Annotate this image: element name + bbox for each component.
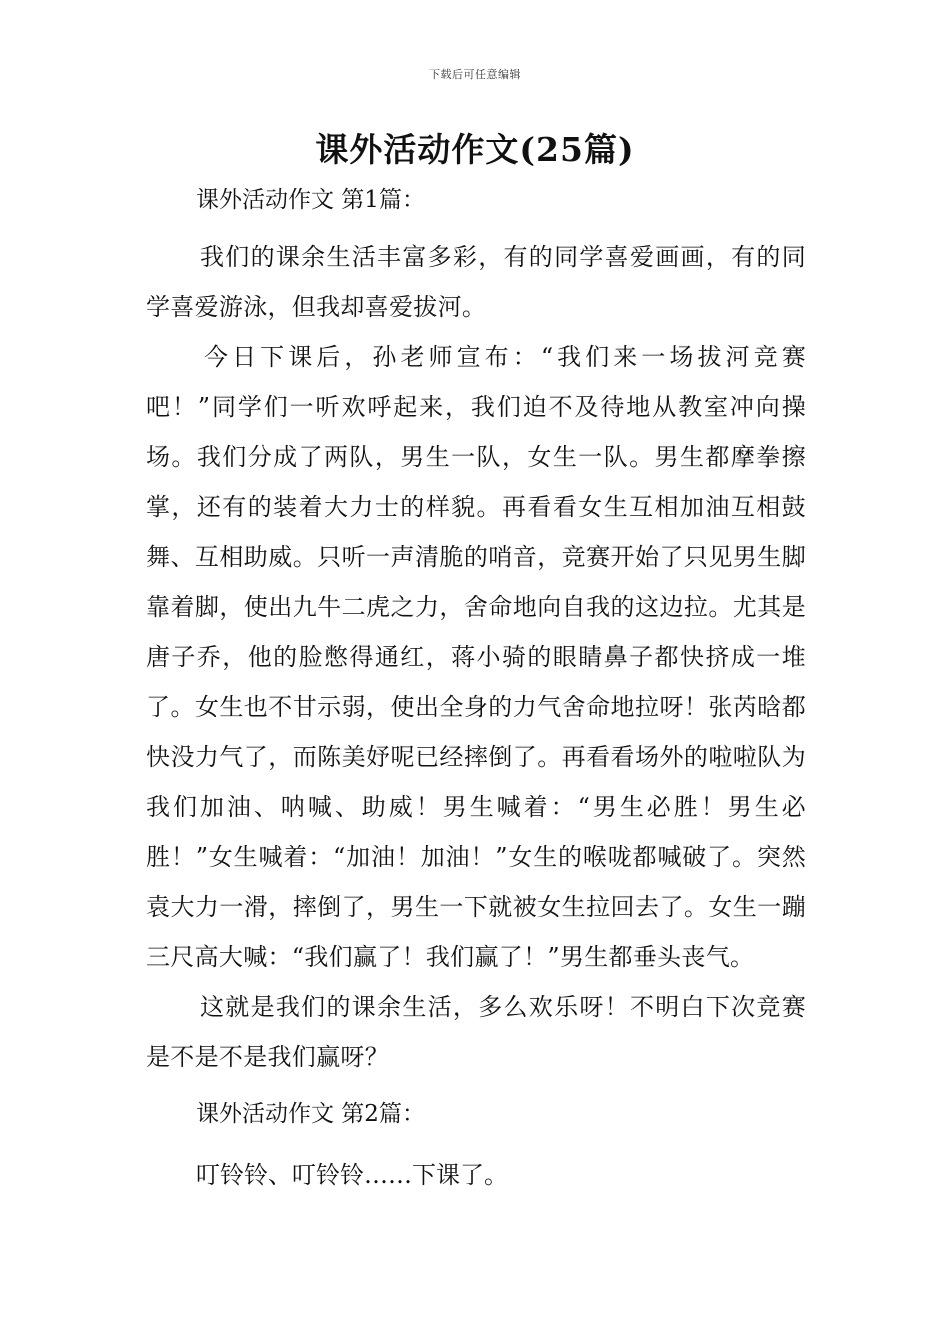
paragraph-line: 叮铃铃、叮铃铃……下课了。 (196, 1161, 508, 1189)
paragraph: 今日下课后，孙老师宣布：“我们来一场拔河竞赛吧！”同学们一听欢呼起来，我们迫不及待地从教室冲向操场。我们分成了两队，男生一队，女生一队。男生都摩拳擦掌，还有的装着大力士的样貌。再看看女生互相加油互相鼓舞、互相助威。只听一声清脆的哨音，竞赛开始了只见男生脚靠着脚，使出九牛二虎之力，舍命地向自我的这边拉。尤其是唐子乔，他的脸憋得通红，蒋小骑的眼睛鼻子都快挤成一堆了。女生也不甘示弱，使出全身的力气舍命地拉呀！张芮晗都快没力气了，而陈美妤呢已经摔倒了。再看看场外的啦啦队为我们加油、呐喊、助威！男生喊着：“男生必胜！男生必胜！”女生喊着：“加油！加油！”女生的喉咙都喊破了。突然袁大力一滑，摔倒了，男生一下就被女生拉回去了。女生一蹦三尺高大喊：“我们赢了！我们赢了！”男生都垂头丧气。 (146, 343, 806, 971)
paragraph: 这就是我们的课余生活，多么欢乐呀！不明白下次竞赛是不是不是我们赢呀？ (146, 993, 806, 1071)
section-heading: 课外活动作文 第1篇： (196, 187, 425, 213)
paragraph: 我们的课余生活丰富多彩，有的同学喜爱画画，有的同学喜爱游泳，但我却喜爱拔河。 (146, 243, 806, 321)
document-title: 课外活动作文(25篇) (315, 130, 635, 169)
document-body (146, 178, 806, 1200)
header-note: 下载后可任意编辑 (429, 68, 521, 81)
section-heading: 课外活动作文 第2篇： (196, 1101, 425, 1127)
